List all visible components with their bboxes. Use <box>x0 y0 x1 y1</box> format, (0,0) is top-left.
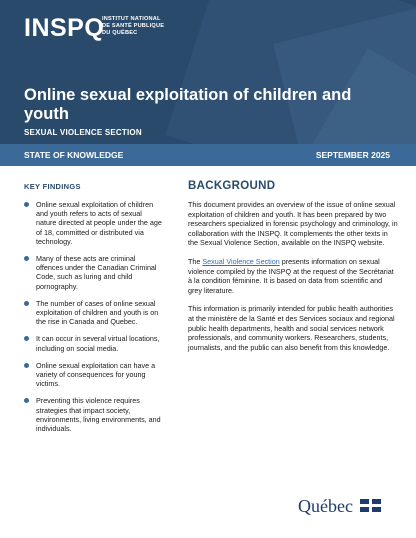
background-paragraph: This document provides an overview of the issue of online sexual exploitation of children and youth. It has been prepared by two researchers specialized in forensic psychology and criminology, in collaboration with the INSPQ. It complements the other texts in the Sexual Violence Section, available on the INSPQ website. <box>188 200 398 248</box>
document-title: Online sexual exploitation of children and youth <box>24 86 352 123</box>
quebec-flag-icon <box>360 499 382 513</box>
bullet-icon <box>24 363 29 368</box>
flag-quadrant <box>372 507 381 512</box>
bullet-icon <box>24 202 29 207</box>
finding-text: It can occur in several virtual locations, including on social media. <box>36 334 160 353</box>
background-heading: BACKGROUND <box>188 180 276 192</box>
quebec-wordmark: Québec <box>298 496 353 516</box>
list-item <box>24 254 164 291</box>
finding-text: Many of these acts are criminal offences under the Canadian Criminal Code, such as luring and child pornography. <box>36 254 157 291</box>
paragraph-text: presents information on sexual violence compiled by the INSPQ at the request of the Secrétariat à la condition féminine. It is based on data from scientific and grey literature. <box>188 256 394 295</box>
institute-line: INSTITUT NATIONAL <box>102 16 161 22</box>
paragraph-text: The <box>188 256 203 266</box>
flag-quadrant <box>360 499 369 504</box>
background-paragraph <box>188 257 398 295</box>
flag-quadrant <box>372 499 381 504</box>
list-item <box>24 334 164 352</box>
list-item <box>24 396 164 433</box>
bullet-icon <box>24 301 29 306</box>
finding-text: Preventing this violence requires strategies that impact society, environments, living environments, and individuals. <box>36 396 161 434</box>
institute-line: DE SANTÉ PUBLIQUE <box>102 23 165 29</box>
list-item <box>24 200 164 246</box>
inspq-logo: INSPQ <box>24 14 105 42</box>
finding-text: The number of cases of online sexual exploitation of children and youth is on the rise in Canada and Quebec. <box>36 298 159 327</box>
institute-line: DU QUÉBEC <box>102 30 138 36</box>
bullet-icon <box>24 256 29 261</box>
bullet-icon <box>24 336 29 341</box>
key-findings-heading: KEY FINDINGS <box>24 182 81 191</box>
background-body <box>188 200 398 361</box>
state-bar <box>0 144 416 166</box>
background-paragraph: This information is primarily intended for public health authorities at the ministère de la Santé et des Services sociaux and regional public health departments, health and social services network professionals, and community workers. Researchers, students, journalists, and the public can also benefit from this knowledge. <box>188 304 395 352</box>
finding-text: Online sexual exploitation of children and youth refers to acts of sexual nature directed at people under the age of 18, committed or distributed via technology. <box>36 200 162 246</box>
key-findings-list <box>24 200 164 441</box>
flag-quadrant <box>360 507 369 512</box>
list-item <box>24 299 164 327</box>
header-banner <box>0 0 416 166</box>
list-item <box>24 361 164 389</box>
publication-date: SEPTEMBER 2025 <box>315 150 390 160</box>
document-type: STATE OF KNOWLEDGE <box>24 150 124 160</box>
sexual-violence-section-link[interactable]: Sexual Violence Section <box>202 256 280 266</box>
bullet-icon <box>24 398 29 403</box>
finding-text: Online sexual exploitation can have a variety of consequences for young victims. <box>36 360 156 389</box>
section-label: SEXUAL VIOLENCE SECTION <box>24 128 142 137</box>
institute-name <box>102 16 164 37</box>
